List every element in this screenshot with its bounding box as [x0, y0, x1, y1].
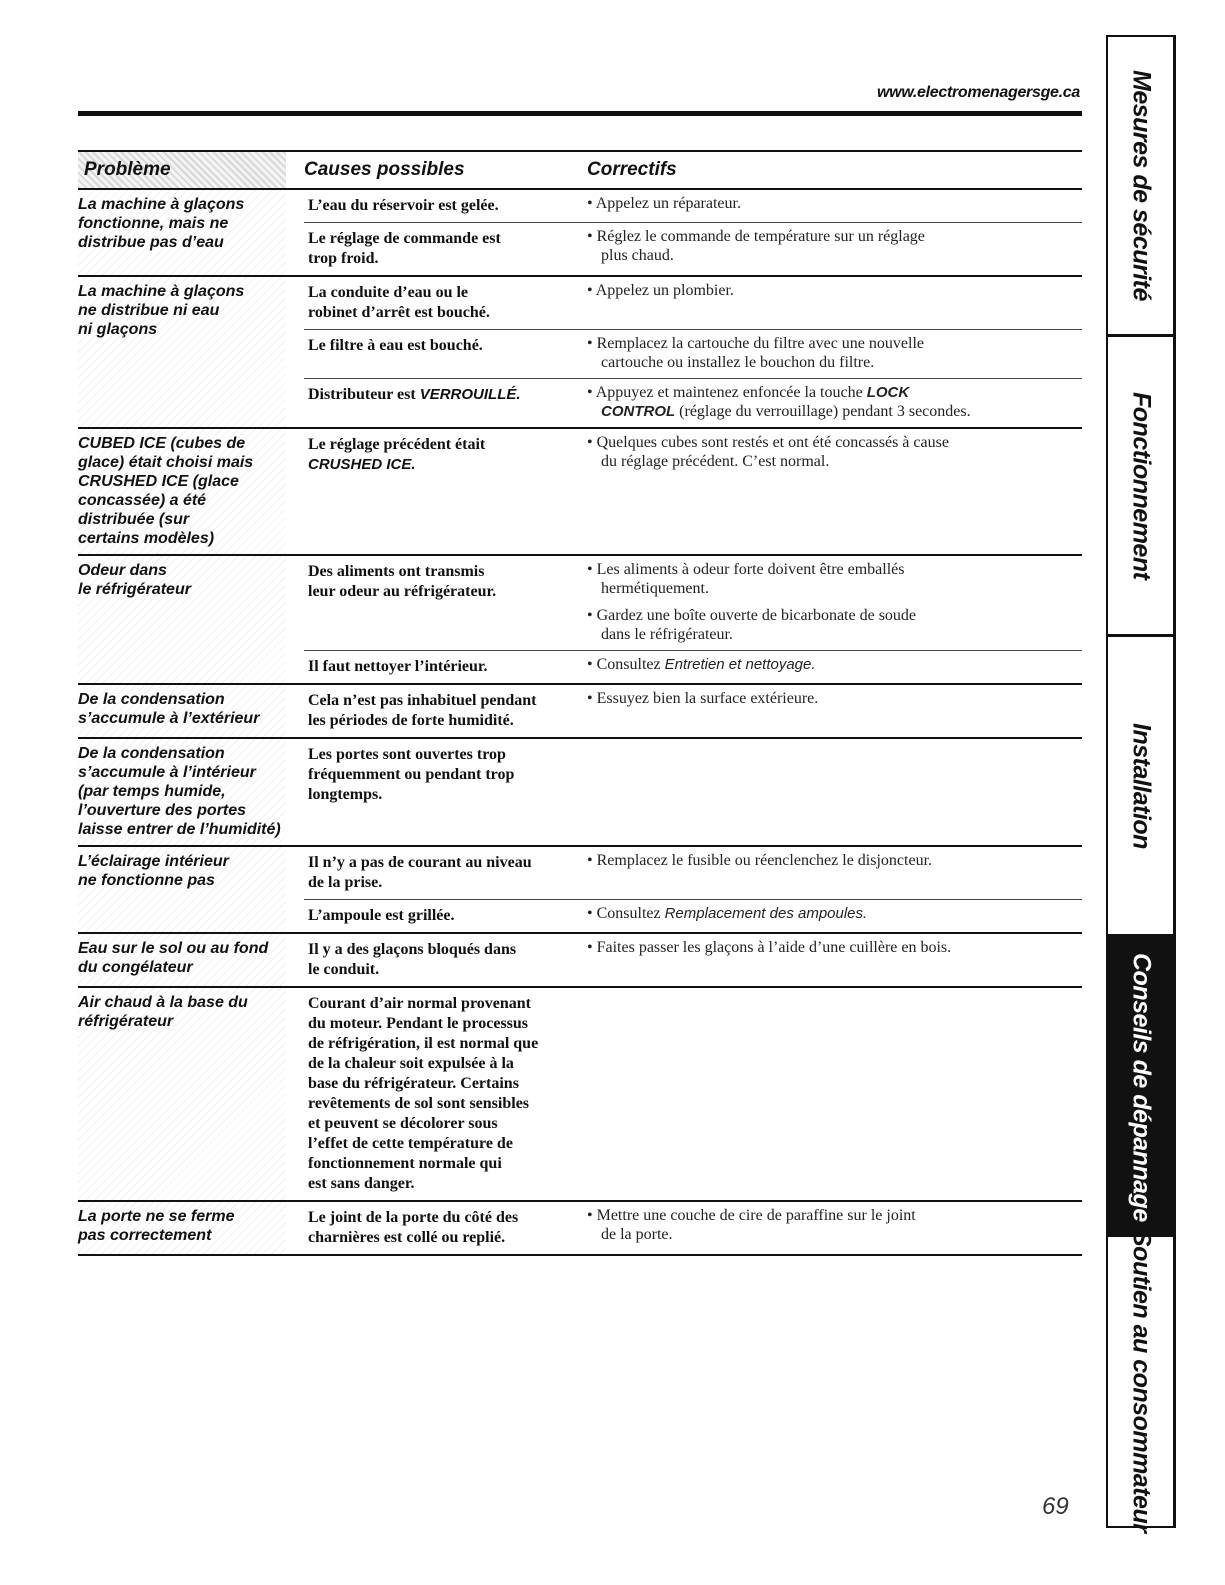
- fix-cell: [587, 223, 1082, 275]
- fix-item: • Remplacez la cartouche du filtre avec une nouvelle cartouche ou installez le bouchon du filtre.: [587, 335, 924, 371]
- cause-fix-row: [304, 685, 1082, 737]
- fix-reference: Remplacement des ampoules.: [664, 905, 868, 922]
- section-tab-label: Conseils de dépannage: [1127, 952, 1156, 1222]
- section-tab[interactable]: [1108, 337, 1174, 637]
- cause-fix-row: [304, 651, 1082, 683]
- problem-cell: De la condensation s’accumule à l’extérieur: [78, 685, 286, 737]
- table-row: [78, 739, 1082, 847]
- problem-cell: CUBED ICE (cubes de glace) était choisi mais CRUSHED ICE (glace concassée) a été distribuée (sur certains modèles): [78, 429, 286, 554]
- section-tab-label: Soutien au consommateur: [1127, 1230, 1156, 1533]
- fix-cell: [587, 429, 1082, 481]
- section-tab[interactable]: [1108, 637, 1174, 937]
- fix-text: • Consultez: [587, 656, 665, 673]
- cause-fix-row: [304, 330, 1082, 379]
- cause-fix-group: [304, 1202, 1082, 1254]
- problem-cell: Odeur dans le réfrigérateur: [78, 556, 286, 683]
- fix-text: • Appuyez et maintenez enfoncée la touche: [587, 384, 867, 401]
- cause-emphasis: VERROUILLÉ.: [419, 386, 521, 403]
- cause-fix-row: [304, 379, 1082, 427]
- cause-cell: [304, 739, 587, 811]
- fix-cell: [587, 379, 1082, 427]
- fix-item: [587, 904, 1082, 923]
- cause-fix-row: [304, 739, 1082, 811]
- cause-emphasis: CRUSHED ICE.: [308, 456, 416, 473]
- fix-emphasis: LOCK CONTROL: [601, 384, 910, 420]
- problem-cell: La machine à glaçons ne distribue ni eau ni glaçons: [78, 277, 286, 427]
- fix-item: • Les aliments à odeur forte doivent être emballés hermétiquement.: [587, 561, 905, 597]
- fix-cell: [587, 934, 1082, 986]
- cause-fix-row: [304, 988, 1082, 1200]
- fix-item: • Appelez un réparateur.: [587, 195, 741, 212]
- cause-cell: [304, 1202, 587, 1254]
- table-row: [78, 190, 1082, 277]
- troubleshooting-table: [78, 150, 1082, 1256]
- table-row: [78, 685, 1082, 739]
- cause-fix-row: [304, 847, 1082, 900]
- section-tabs: [1106, 35, 1176, 1533]
- cause-fix-row: [304, 1202, 1082, 1254]
- cause-fix-group: [304, 685, 1082, 737]
- fix-cell: [587, 988, 1082, 1200]
- section-tab-label: Fonctionnement: [1127, 391, 1156, 580]
- cause-text: Il n’y a pas de courant au niveau de la prise.: [308, 854, 532, 891]
- table-row: [78, 988, 1082, 1202]
- table-body: [78, 190, 1082, 1256]
- cause-cell: [304, 223, 587, 275]
- cause-text: Il y a des glaçons bloqués dans le conduit.: [308, 941, 517, 978]
- cause-fix-group: [304, 847, 1082, 932]
- problem-cell: La porte ne se ferme pas correctement: [78, 1202, 286, 1254]
- table-header: [78, 150, 1082, 190]
- cause-text: Il faut nettoyer l’intérieur.: [308, 658, 488, 675]
- cause-fix-row: [304, 429, 1082, 481]
- problem-cell: Air chaud à la base du réfrigérateur: [78, 988, 286, 1200]
- header-problem-cell: [78, 152, 286, 188]
- cause-fix-row: [304, 277, 1082, 330]
- problem-cell: Eau sur le sol ou au fond du congélateur: [78, 934, 286, 986]
- fix-cell: [587, 739, 1082, 811]
- fix-item: • Réglez le commande de température sur un réglage plus chaud.: [587, 228, 925, 264]
- cause-fix-group: [304, 277, 1082, 427]
- cause-text: Courant d’air normal provenant du moteur. Pendant le processus de réfrigération, il est normal que de la chaleur soit expulsée à la base du réfrigérateur. Certains revêtements de sol sont sensibles et peuvent se décolorer sous l’effet de cette température de fonctionnement normale qui est sans danger.: [308, 995, 539, 1192]
- section-tab[interactable]: [1108, 37, 1174, 337]
- cause-fix-row: [304, 900, 1082, 932]
- fix-item: [587, 655, 1082, 674]
- section-tab[interactable]: [1108, 937, 1174, 1237]
- website-url[interactable]: www.electromenagersge.ca: [877, 84, 1080, 101]
- section-tab[interactable]: [1108, 1230, 1174, 1533]
- header-fixes: Correctifs: [587, 159, 677, 180]
- fix-text: (réglage du verrouillage) pendant 3 secondes.: [675, 403, 971, 420]
- cause-cell: [304, 277, 587, 329]
- fix-item: • Appelez un plombier.: [587, 282, 734, 299]
- cause-text: Le filtre à eau est bouché.: [308, 337, 483, 354]
- cause-text: Le réglage précédent était: [308, 436, 486, 453]
- section-tab-label: Installation: [1127, 722, 1156, 849]
- section-tab-label: Mesures de sécurité: [1127, 70, 1156, 301]
- header-causes: Causes possibles: [304, 159, 465, 180]
- table-row: [78, 847, 1082, 934]
- fix-cell: [587, 556, 1082, 650]
- cause-cell: [304, 429, 587, 481]
- cause-cell: [304, 556, 587, 650]
- cause-cell: [304, 934, 587, 986]
- cause-cell: [304, 988, 587, 1200]
- table-row: [78, 1202, 1082, 1256]
- cause-cell: [304, 900, 587, 932]
- cause-fix-group: [304, 190, 1082, 275]
- cause-text: Le réglage de commande est trop froid.: [308, 230, 501, 267]
- cause-text: Les portes sont ouvertes trop fréquemment ou pendant trop longtemps.: [308, 746, 515, 803]
- problem-cell: La machine à glaçons fonctionne, mais ne distribue pas d’eau: [78, 190, 286, 275]
- cause-text: Cela n’est pas inhabituel pendant les périodes de forte humidité.: [308, 692, 537, 729]
- cause-fix-group: [304, 429, 1082, 554]
- table-row: [78, 429, 1082, 556]
- problem-cell: De la condensation s’accumule à l’intérieur (par temps humide, l’ouverture des portes laisse entrer de l’humidité): [78, 739, 286, 845]
- fix-item: • Faites passer les glaçons à l’aide d’une cuillère en bois.: [587, 939, 952, 956]
- fix-cell: [587, 651, 1082, 683]
- table-row: [78, 934, 1082, 988]
- cause-cell: [304, 685, 587, 737]
- fix-item: • Mettre une couche de cire de paraffine sur le joint de la porte.: [587, 1207, 916, 1243]
- header-problem: Problème: [84, 159, 171, 180]
- cause-fix-group: [304, 739, 1082, 845]
- fix-reference: Entretien et nettoyage.: [664, 656, 816, 673]
- cause-fix-row: [304, 556, 1082, 651]
- cause-cell: [304, 651, 587, 683]
- cause-cell: [304, 379, 587, 427]
- fix-cell: [587, 1202, 1082, 1254]
- fix-item: • Quelques cubes sont restés et ont été concassés à cause du réglage précédent. C’est normal.: [587, 434, 949, 470]
- cause-text: La conduite d’eau ou le robinet d’arrêt est bouché.: [308, 284, 490, 321]
- fix-item: • Remplacez le fusible ou réenclenchez le disjoncteur.: [587, 852, 933, 869]
- fix-item: [587, 383, 1082, 421]
- fix-cell: [587, 190, 1082, 222]
- cause-fix-row: [304, 934, 1082, 986]
- table-row: [78, 277, 1082, 429]
- fix-cell: [587, 847, 1082, 899]
- cause-text: L’eau du réservoir est gelée.: [308, 197, 499, 214]
- fix-item: • Gardez une boîte ouverte de bicarbonate de soude dans le réfrigérateur.: [587, 607, 917, 643]
- fix-cell: [587, 685, 1082, 737]
- cause-fix-group: [304, 556, 1082, 683]
- cause-text: L’ampoule est grillée.: [308, 907, 455, 924]
- cause-cell: [304, 847, 587, 899]
- header-rule: [78, 111, 1082, 116]
- fix-cell: [587, 330, 1082, 378]
- cause-fix-group: [304, 934, 1082, 986]
- cause-text: Distributeur est: [308, 386, 420, 403]
- fix-text: • Consultez: [587, 905, 665, 922]
- cause-fix-row: [304, 223, 1082, 275]
- cause-fix-row: [304, 190, 1082, 223]
- cause-fix-group: [304, 988, 1082, 1200]
- page-number: 69: [1042, 1493, 1069, 1520]
- cause-text: Le joint de la porte du côté des charnières est collé ou replié.: [308, 1209, 519, 1246]
- fix-cell: [587, 900, 1082, 932]
- cause-text: Des aliments ont transmis leur odeur au réfrigérateur.: [308, 563, 497, 600]
- fix-cell: [587, 277, 1082, 329]
- cause-cell: [304, 330, 587, 378]
- fix-item: • Essuyez bien la surface extérieure.: [587, 690, 819, 707]
- cause-cell: [304, 190, 587, 222]
- problem-cell: L’éclairage intérieur ne fonctionne pas: [78, 847, 286, 932]
- table-row: [78, 556, 1082, 685]
